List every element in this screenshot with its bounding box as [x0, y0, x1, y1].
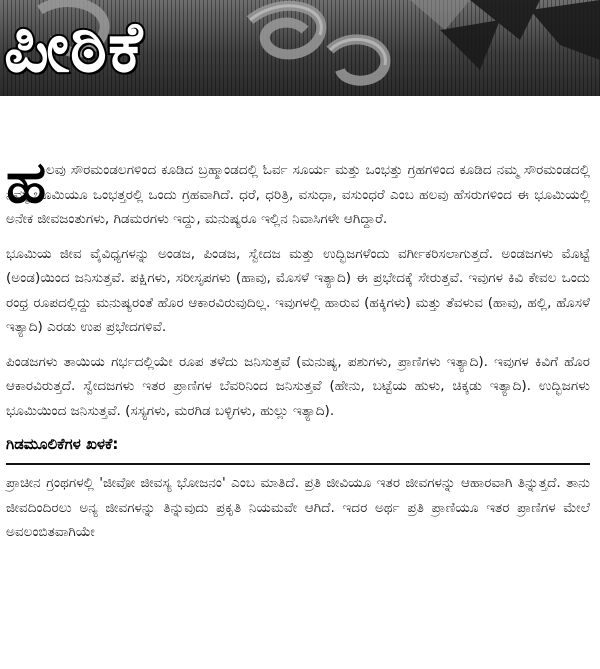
paragraph-3: ಪಿಂಡಜಗಳು ತಾಯಿಯ ಗರ್ಭದಲ್ಲಿಯೇ ರೂಪ ತಳೆದು ಜನಿಸುತ್ತವೆ (ಮನುಷ್ಯ, ಪಶುಗಳು, ಪ್ರಾಣಿಗಳು ಇತ್ಯಾದಿ). ಇವುಗಳ ಕಿವಿಗೆ ಹೊರ ಆಕಾರವಿರುತ್ತದೆ. ಸ್ವೇದಜಗಳು ಇತರ ಪ್ರಾಣಿಗಳ ಬೆವರಿನಿಂದ ಜನಿಸುತ್ತವೆ (ಹೇನು, ಬಟ್ಟೆಯ ಹುಳು, ಚಿಕ್ಕಡು ಇತ್ಯಾದಿ). ಉದ್ಭಿಜಗಳು ಭೂಮಿಯಿಂದ ಜನಿಸುತ್ತವೆ. (ಸಸ್ಯಗಳು, ಮರಗಿಡ ಬಳ್ಳಿಗಳು, ಹುಲ್ಲು ಇತ್ಯಾದಿ). [6, 353, 590, 419]
drop-cap: ಹ [6, 148, 47, 216]
article-body [6, 104, 590, 545]
title-banner [0, 0, 600, 96]
page-title: ಪೀಠಿಕೆ [4, 6, 144, 88]
paragraph-1 [6, 158, 590, 232]
section-heading: ಗಿಡಮೂಲಿಕೆಗಳ ಖಳಕೆ: [6, 435, 119, 453]
paragraph-2: ಭೂಮಿಯ ಜೀವ ವೈವಿಧ್ಯಗಳನ್ನು ಅಂಡಜ, ಪಿಂಡಜ, ಸ್ವೇದಜ ಮತ್ತು ಉದ್ಭಿಜಗಳೆಂದು ವರ್ಗೀಕರಿಸಲಾಗುತ್ತದೆ. ಅಂಡಜಗಳು ಮೊಟ್ಟೆ (ಅಂಡ)ಯಿಂದ ಜನಿಸುತ್ತವೆ. ಪಕ್ಷಿಗಳು, ಸರೀಸೃಪಗಳು (ಹಾವು, ಮೊಸಳೆ ಇತ್ಯಾದಿ) ಈ ಪ್ರಭೇದಕ್ಕೆ ಸೇರುತ್ತವೆ. ಇವುಗಳ ಕಿವಿ ಕೇವಲ ಒಂದು ರಂಧ್ರ ರೂಪದಲ್ಲಿದ್ದು ಮನುಷ್ಯರಂತೆ ಹೊರ ಆಕಾರವಿರುವುದಿಲ್ಲ. ಇವುಗಳಲ್ಲಿ ಹಾರುವ (ಹಕ್ಕಿಗಳು) ಮತ್ತು ತೆವಳುವ (ಹಾವು, ಹಲ್ಲಿ, ಹೊಸಳೆ ಇತ್ಯಾದಿ) ಎರಡು ಉಪ ಪ್ರಭೇದಗಳಿವೆ. [6, 245, 590, 335]
paragraph-1-text: ಲವು ಸೌರಮಂಡಲಗಳಿಂದ ಕೂಡಿದ ಬ್ರಹ್ಮಾಂಡದಲ್ಲಿ ಓರ್ವ ಸೂರ್ಯ ಮತ್ತು ಒಂಭತ್ತು ಗ್ರಹಗಳಿಂದ ಕೂಡಿದ ನಮ್ಮ ಸೌರಮಂಡದಲ್ಲಿ ನಮ್ಮ ಭೂಮಿಯೂ ಒಂಭತ್ತರಲ್ಲಿ ಒಂದು ಗ್ರಹವಾಗಿದೆ. ಧರೆ, ಧರಿತ್ರಿ, ವಸುಧಾ, ವಸುಂಧರೆ ಎಂಬ ಹಲವು ಹೆಸರುಗಳಿಂದ ಈ ಭೂಮಿಯಲ್ಲಿ ಅನೇಕ ಜೀವಜಂತುಗಳು, ಗಿಡಮರಗಳು ಇದ್ದು, ಮನುಷ್ಯರೂ ಇಲ್ಲಿನ ನಿವಾಸಿಗಳೇ ಆಗಿದ್ದಾರೆ. [6, 162, 590, 227]
section-divider [6, 463, 590, 465]
paragraph-4: ಪ್ರಾಚೀನ ಗ್ರಂಥಗಳಲ್ಲಿ 'ಜೀವೋ ಜೀವಸ್ಯ ಭೋಜನಂ' ಎಂಬ ಮಾತಿದೆ. ಪ್ರತಿ ಜೀವಿಯೂ ಇತರ ಜೀವಗಳನ್ನು ಆಹಾರವಾಗಿ ತಿನ್ನುತ್ತದೆ. ತಾನು ಜೀವದಿಂದಿರಲು ಅನ್ಯ ಜೀವಗಳನ್ನು ತಿನ್ನುವುದು ಪ್ರಕೃತಿ ನಿಯಮವೇ ಆಗಿದೆ. ಇದರ ಅರ್ಥ ಪ್ರತಿ ಪ್ರಾಣಿಯೂ ಇತರ ಪ್ರಾಣಿಗಳ ಮೇಲೆ ಅವಲಂಬಿತವಾಗಿಯೇ [6, 475, 590, 540]
